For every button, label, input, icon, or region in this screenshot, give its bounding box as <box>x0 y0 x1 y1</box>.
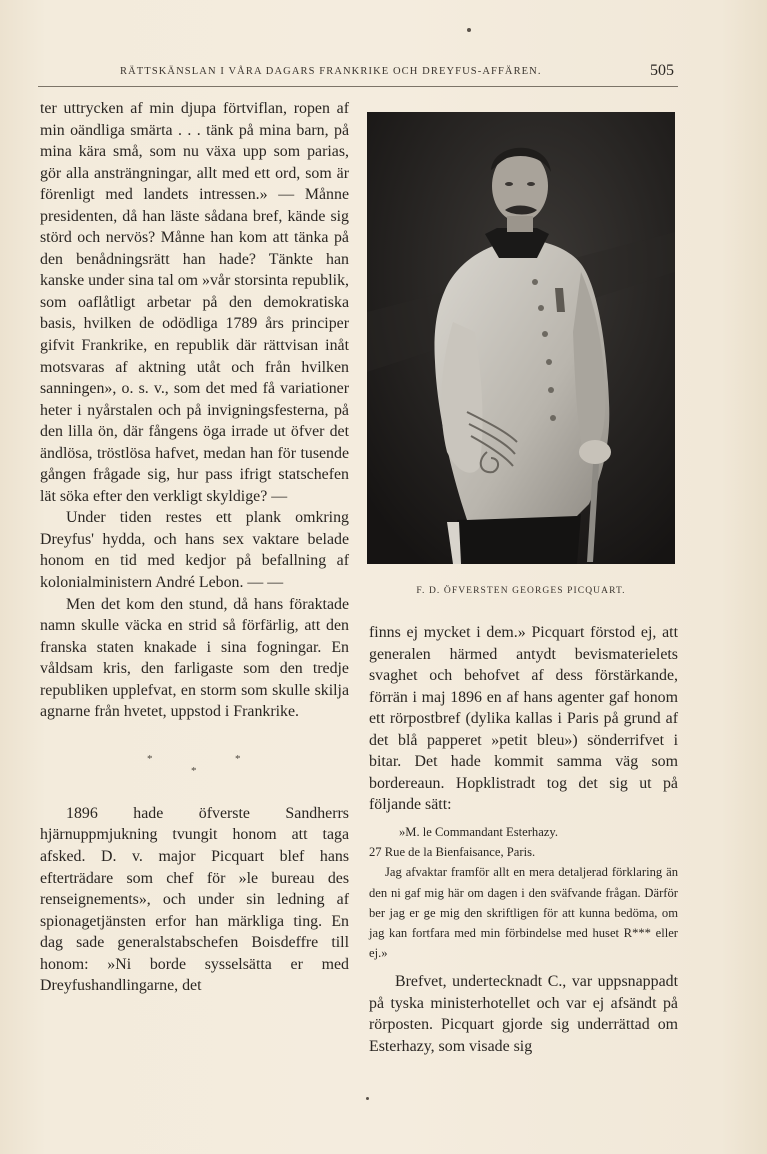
letter-address-line: »M. le Commandant Esterhazy. <box>399 824 559 839</box>
quoted-letter <box>369 822 678 963</box>
left-column <box>40 98 349 997</box>
running-head: RÄTTSKÄNSLAN I VÅRA DAGARS FRANKRIKE OCH DREYFUS-AFFÄREN. <box>120 66 542 77</box>
figure-caption: F. D. ÖFVERSTEN GEORGES PICQUART. <box>416 586 626 596</box>
paragraph: 1896 hade öfverste Sandherrs hjärnuppmjukning tvungit honom att taga afsked. D. v. major Picquart blef hans efterträdare som chef för »le bureau des renseignements», och under sin ledning af spionagetjänsten erfor han märkliga ting. En dag sade generalstabschefen Boisdeffre till honom: »Ni borde sysselsätta er med Dreyfushandlingarne, det <box>40 804 349 995</box>
letter-body: Jag afvaktar framför allt en mera detaljerad förklaring än den ni gaf mig här om dagen i den sväfvande frågan. Därför ber jag er ge mig den skriftligen för att kunna bedöma, om jag kan fortfara med min förbindelse med huset R*** eller ej.» <box>369 865 678 961</box>
paragraph: Brefvet, undertecknadt C., var uppsnappadt på tyska ministerhotellet och var ej afsändt på rörposten. Picquart gjorde sig underrättad om Esterhazy, som visade sig <box>369 973 678 1055</box>
page-number: 505 <box>650 62 674 79</box>
page-speck <box>366 1097 369 1100</box>
asterisk: * <box>147 752 153 765</box>
portrait-figure-drawing <box>367 112 675 564</box>
page-header <box>38 60 678 87</box>
asterisk: * <box>235 752 241 765</box>
paragraph: Under tiden restes ett plank omkring Dreyfus' hydda, och hans sex vaktare belade honom en tid med kedjor på befallning af kolonialministern André Lebon. — — <box>40 509 349 592</box>
paragraph: finns ej mycket i dem.» Picquart förstod ej, att generalen härmed antydt bevismaterielets svaghet och behofvet af dess förstärkande, förrän i maj 1896 en af hans agenter gaf honom ett rörpostbref (dylika kallas i Paris på grund af det blå papperet »petit bleu») sönderrifvet i bitar. Det hade kommit samma väg som bordereaun. Hopklistradt tog det sig ut på följande sätt: <box>369 624 678 814</box>
section-break-asterisks <box>40 745 349 789</box>
paragraph: Men det kom den stund, då hans föraktade namn skulle väcka en strid så förfärlig, att den franska staten knakade i sina fogningar. En våldsam kris, den farligaste som den tredje republiken upplefvat, en storm som skulle skilja agnarne från hvetet, uppstod i Frankrike. <box>40 595 349 721</box>
portrait-photograph <box>367 112 675 564</box>
asterisk: * <box>191 764 197 777</box>
paragraph: ter uttrycken af min djupa förtviflan, ropen af min oändliga smärta . . . tänk på mina barn, på mina kära små, som nu växa upp som parias, gör alla ansträngningar, allt med ett ord, som är förenligt med landets intressen.» — Månne presidenten, då han läste sådana bref, kände sig störd och nervös? Månne han kom att tänka på den benådningsrätt han hade? Tänkte han kanske under sina tal om »vår storsinta republik, som oaflåtligt arbetar på den demokratiska basis, hvilken de odödliga 1789 års principer gifvit Frankrike, en republik där rättvisan inåt motsvaras af aktning utåt och från hvilken sanningen», o. s. v., som det med få variationer heter i nyårstalen och på invigningsfesterna, på den lilla ön, där fångens öga irrade ut öfver det ändlösa, tröstlösa hafvet, medan han för tusende gången frågade sig, hur pass ifrigt statschefen lät söka efter den verkligt skyldige? — <box>40 100 349 505</box>
page-speck <box>467 28 471 32</box>
letter-address-line: 27 Rue de la Bienfaisance, Paris. <box>369 845 536 860</box>
right-column <box>369 622 678 1058</box>
